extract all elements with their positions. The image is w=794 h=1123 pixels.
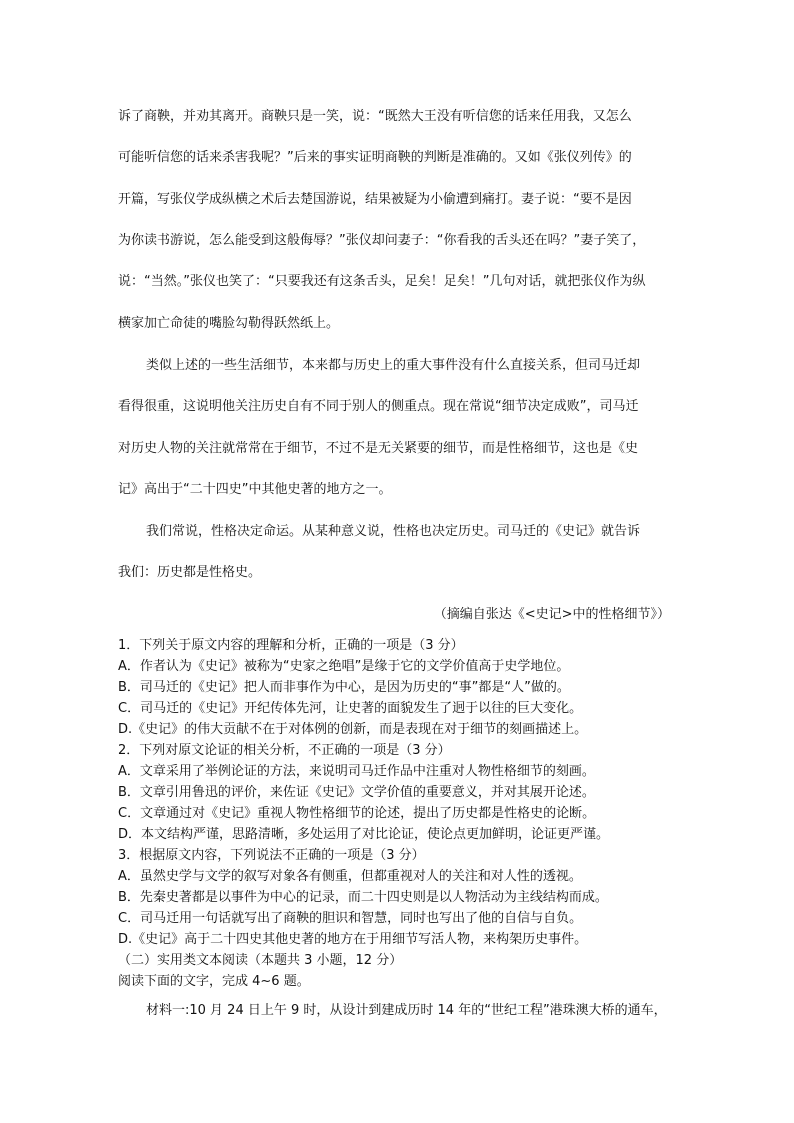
question-line: 3．根据原文内容，下列说法不正确的一项是（3 分） bbox=[118, 848, 425, 863]
question-line: C．司马迁的《史记》开纪传体先河，让史著的面貌发生了迥于以往的巨大变化。 bbox=[118, 701, 583, 716]
paragraph-line: 开篇，写张仪学成纵横之术后去楚国游说，结果被疑为小偷遭到痛打。妻子说：“要不是因 bbox=[118, 192, 632, 207]
question-line: B．先秦史著都是以事件为中心的记录，而二十四史则是以人物活动为主线结构而成。 bbox=[118, 890, 608, 905]
question-line: A．虽然史学与文学的叙写对象各有侧重，但都重视对人的关注和对人性的透视。 bbox=[118, 869, 582, 884]
paragraph-line: 说：“当然。”张仪也笑了：“只要我还有这条舌头，足矣！足矣！”几句对话，就把张仪作为纵 bbox=[118, 274, 646, 289]
paragraph-line: 记》高出于“二十四史”中其他史著的地方之一。 bbox=[118, 482, 392, 497]
source-citation: （摘编自张达《<史记>中的性格细节》） bbox=[433, 607, 670, 622]
question-line: D.《史记》高于二十四史其他史著的地方在于用细节写活人物，来构架历史事件。 bbox=[118, 932, 588, 947]
question-line: C．司马迁用一句话就写出了商鞅的胆识和智慧，同时也写出了他的自信与自负。 bbox=[118, 911, 583, 926]
question-line: 2．下列对原文论证的相关分析，不正确的一项是（3 分） bbox=[118, 743, 451, 758]
question-line: 1．下列关于原文内容的理解和分析，正确的一项是（3 分） bbox=[118, 638, 464, 653]
paragraph-line: 对历史人物的关注就常常在于细节，不过不是无关紧要的细节，而是性格细节，这也是《史 bbox=[118, 441, 639, 456]
question-line: C．文章通过对《史记》重视人物性格细节的论述，提出了历史都是性格史的论断。 bbox=[118, 806, 596, 821]
paragraph-line: 看得很重，这说明他关注历史自有不同于别人的侧重点。现在常说“细节决定成败”，司马迁 bbox=[118, 399, 639, 414]
question-line: A．文章采用了举例论证的方法，来说明司马迁作品中注重对人物性格细节的刻画。 bbox=[118, 764, 595, 779]
question-line: D.《史记》的伟大贡献不在于对体例的创新，而是表现在对于细节的刻画描述上。 bbox=[118, 722, 588, 737]
question-line: D．本文结构严谨，思路清晰，多处运用了对比论证，使论点更加鲜明，论证更严谨。 bbox=[118, 827, 610, 842]
paragraph-line: 可能听信您的话来杀害我呢？”后来的事实证明商鞅的判断是准确的。又如《张仪列传》的 bbox=[118, 150, 632, 165]
question-line: A．作者认为《史记》被称为“史家之绝唱”是缘于它的文学价值高于史学地位。 bbox=[118, 659, 570, 674]
question-line: B．司马迁的《史记》把人而非事作为中心，是因为历史的“事”都是“人”做的。 bbox=[118, 680, 570, 695]
section-heading: （二）实用类文本阅读（本题共 3 小题，12 分） bbox=[118, 953, 403, 968]
question-line: B．文章引用鲁迅的评价，来佐证《史记》文学价值的重要意义，并对其展开论述。 bbox=[118, 785, 595, 800]
paragraph-line: 横家加亡命徒的嘴脸勾勒得跃然纸上。 bbox=[118, 316, 340, 331]
paragraph-line: 为你读书游说，怎么能受到这般侮辱？”张仪却问妻子：“你看我的舌头还在吗？”妻子笑了， bbox=[118, 233, 646, 248]
paragraph-line: 我们常说，性格决定命运。从某种意义说，性格也决定历史。司马迁的《史记》就告诉 bbox=[146, 524, 641, 539]
paragraph-line: 类似上述的一些生活细节，本来都与历史上的重大事件没有什么直接关系，但司马迁却 bbox=[146, 358, 641, 373]
instruction-line: 阅读下面的文字，完成 4~6 题。 bbox=[118, 974, 310, 989]
paragraph-line: 材料一:10 月 24 日上午 9 时，从设计到建成历时 14 年的“世纪工程”港珠澳大桥的通车， bbox=[146, 1003, 667, 1018]
paragraph-line: 我们：历史都是性格史。 bbox=[118, 565, 262, 580]
paragraph-line: 诉了商鞅，并劝其离开。商鞅只是一笑，说：“既然大王没有听信您的话来任用我，又怎么 bbox=[118, 109, 632, 124]
